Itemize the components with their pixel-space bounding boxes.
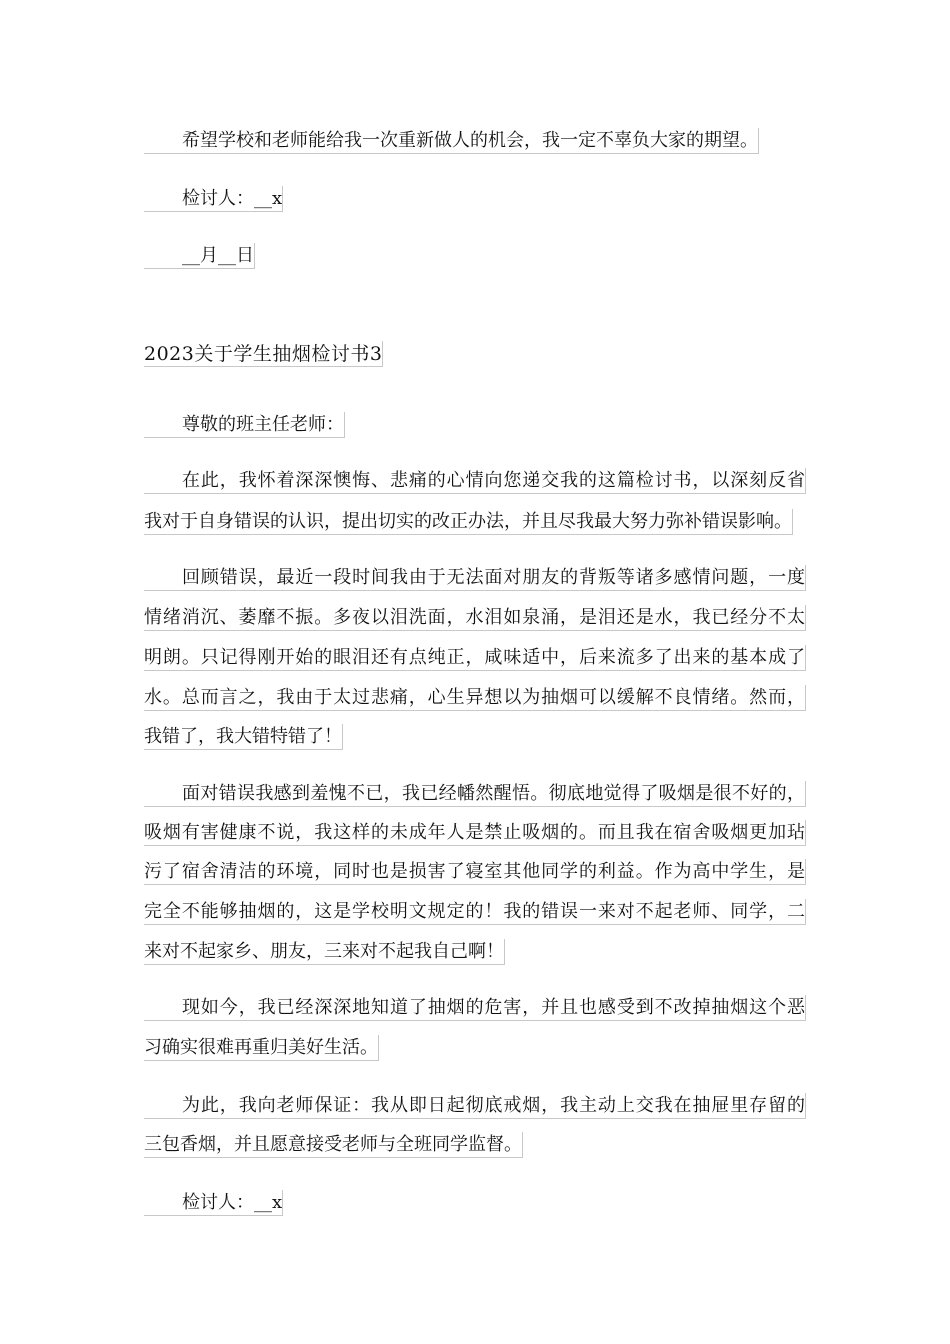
paragraph-line: 现如今，我已经深深地知道了抽烟的危害，并且也感受到不改掉抽烟这个恶 <box>144 995 806 1021</box>
paragraph-line: 为此，我向老师保证：我从即日起彻底戒烟，我主动上交我在抽屉里存留的 <box>144 1093 806 1119</box>
document-title: 2023关于学生抽烟检讨书3 <box>144 343 383 365</box>
closing-paragraph-line: 希望学校和老师能给我一次重新做人的机会，我一定不辜负大家的期望。 <box>144 128 759 154</box>
paragraph-line: 三包香烟，并且愿意接受老师与全班同学监督。 <box>144 1132 523 1158</box>
paragraph-line: 来对不起家乡、朋友，三来对不起我自己啊！ <box>144 939 505 965</box>
date-line: __月__日 <box>144 243 255 269</box>
paragraph-line: 明朗。只记得刚开始的眼泪还有点纯正，咸味适中，后来流多了出来的基本成了 <box>144 645 806 671</box>
paragraph-line: 水。总而言之，我由于太过悲痛，心生异想以为抽烟可以缓解不良情绪。然而， <box>144 685 806 711</box>
paragraph-line: 在此，我怀着深深懊悔、悲痛的心情向您递交我的这篇检讨书，以深刻反省 <box>144 468 806 494</box>
signature-line: 检讨人：__x <box>144 186 283 212</box>
paragraph-line: 回顾错误，最近一段时间我由于无法面对朋友的背叛等诸多感情问题，一度 <box>144 565 806 591</box>
salutation: 尊敬的班主任老师： <box>144 412 345 438</box>
paragraph-line: 情绪消沉、萎靡不振。多夜以泪洗面，水泪如泉涌，是泪还是水，我已经分不太 <box>144 605 806 631</box>
paragraph-line: 我错了，我大错特错了！ <box>144 724 343 750</box>
paragraph-line: 面对错误我感到羞愧不已，我已经幡然醒悟。彻底地觉得了吸烟是很不好的， <box>144 781 806 807</box>
paragraph-line: 完全不能够抽烟的，这是学校明文规定的！我的错误一来对不起老师、同学，二 <box>144 899 806 925</box>
paragraph-line: 污了宿舍清洁的环境，同时也是损害了寝室其他同学的利益。作为高中学生，是 <box>144 859 806 885</box>
paragraph-line: 吸烟有害健康不说，我这样的未成年人是禁止吸烟的。而且我在宿舍吸烟更加玷 <box>144 820 806 846</box>
paragraph-line: 习确实很难再重归美好生活。 <box>144 1035 379 1061</box>
signature-line: 检讨人：__x <box>144 1190 283 1216</box>
paragraph-line: 我对于自身错误的认识，提出切实的改正办法，并且尽我最大努力弥补错误影响。 <box>144 509 793 535</box>
